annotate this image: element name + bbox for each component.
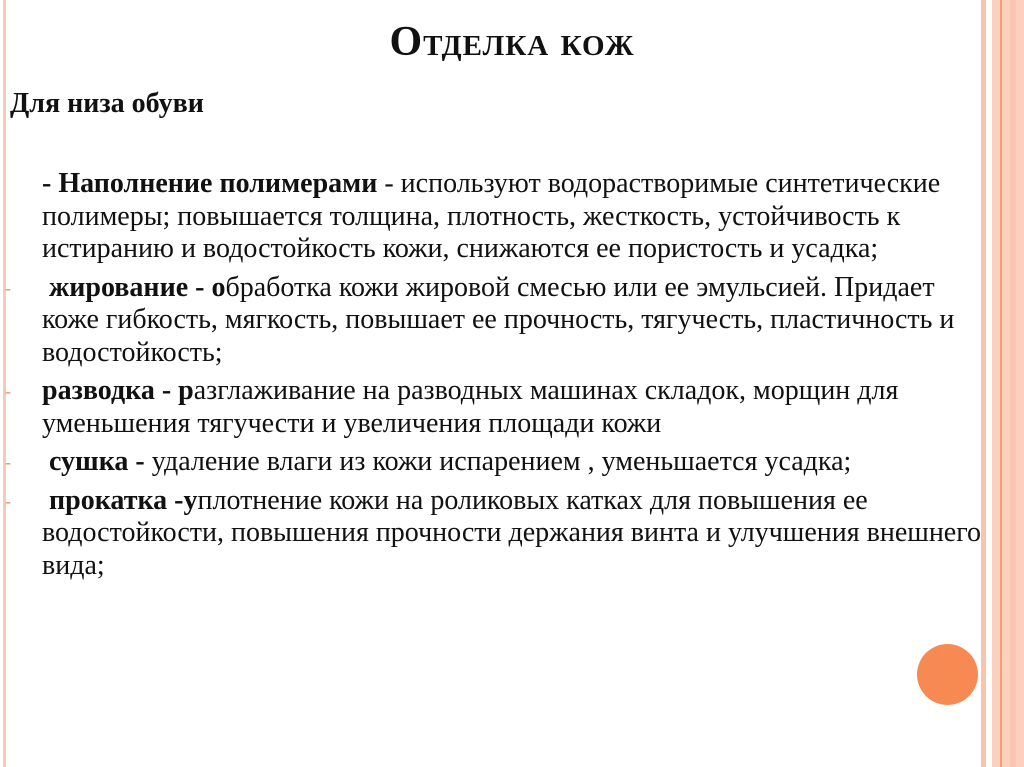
item-term: сушка -: [42, 446, 152, 477]
item-term: прокатка -у: [42, 484, 198, 516]
item-text: - используют водорастворимые синтетические полимеры; повышается толщина, плотность, жесткость, устойчивость к истиранию и водостойкость кожи, снижаются ее пористость и усадка;: [42, 168, 941, 264]
slide-body: [5, 168, 987, 588]
item-term: - Наполнение полимерами: [42, 168, 378, 199]
item-text: бработка кожи жировой смесью или ее эмульсией. Придает коже гибкость, мягкость, повышает ее прочность, тягучесть, пластичность и водостойкость;: [42, 271, 955, 368]
item-text: азглаживание на разводных машинах складок, морщин для уменьшения тягучести и увеличения площади кожи: [42, 375, 899, 439]
list-item: [5, 375, 987, 440]
list-item: [5, 446, 987, 479]
list-item: [5, 484, 987, 583]
slide-subtitle: Для низа обуви: [10, 88, 204, 119]
decor-stripe: [1000, 0, 1002, 767]
item-term: разводка - р: [42, 375, 194, 406]
slide-title: Отделка кож: [389, 19, 635, 65]
decor-stripe: [1010, 0, 1016, 767]
bullet-dash: -: [5, 277, 11, 298]
bullet-dash: -: [5, 381, 11, 401]
item-term: жирование - о: [42, 271, 226, 303]
decor-circle: [917, 644, 978, 705]
decor-stripe: [992, 0, 1024, 767]
bullet-dash: -: [5, 490, 11, 511]
item-text: плотнение кожи на роликовых катках для повышения ее водостойкости, повышения прочности держания винта и улучшения внешнего вида;: [42, 484, 982, 581]
list-item: [5, 271, 987, 370]
bullet-dash: -: [5, 452, 11, 472]
item-text: удаление влаги из кожи испарением , уменьшается усадка;: [151, 446, 852, 477]
list-item: [42, 168, 987, 266]
